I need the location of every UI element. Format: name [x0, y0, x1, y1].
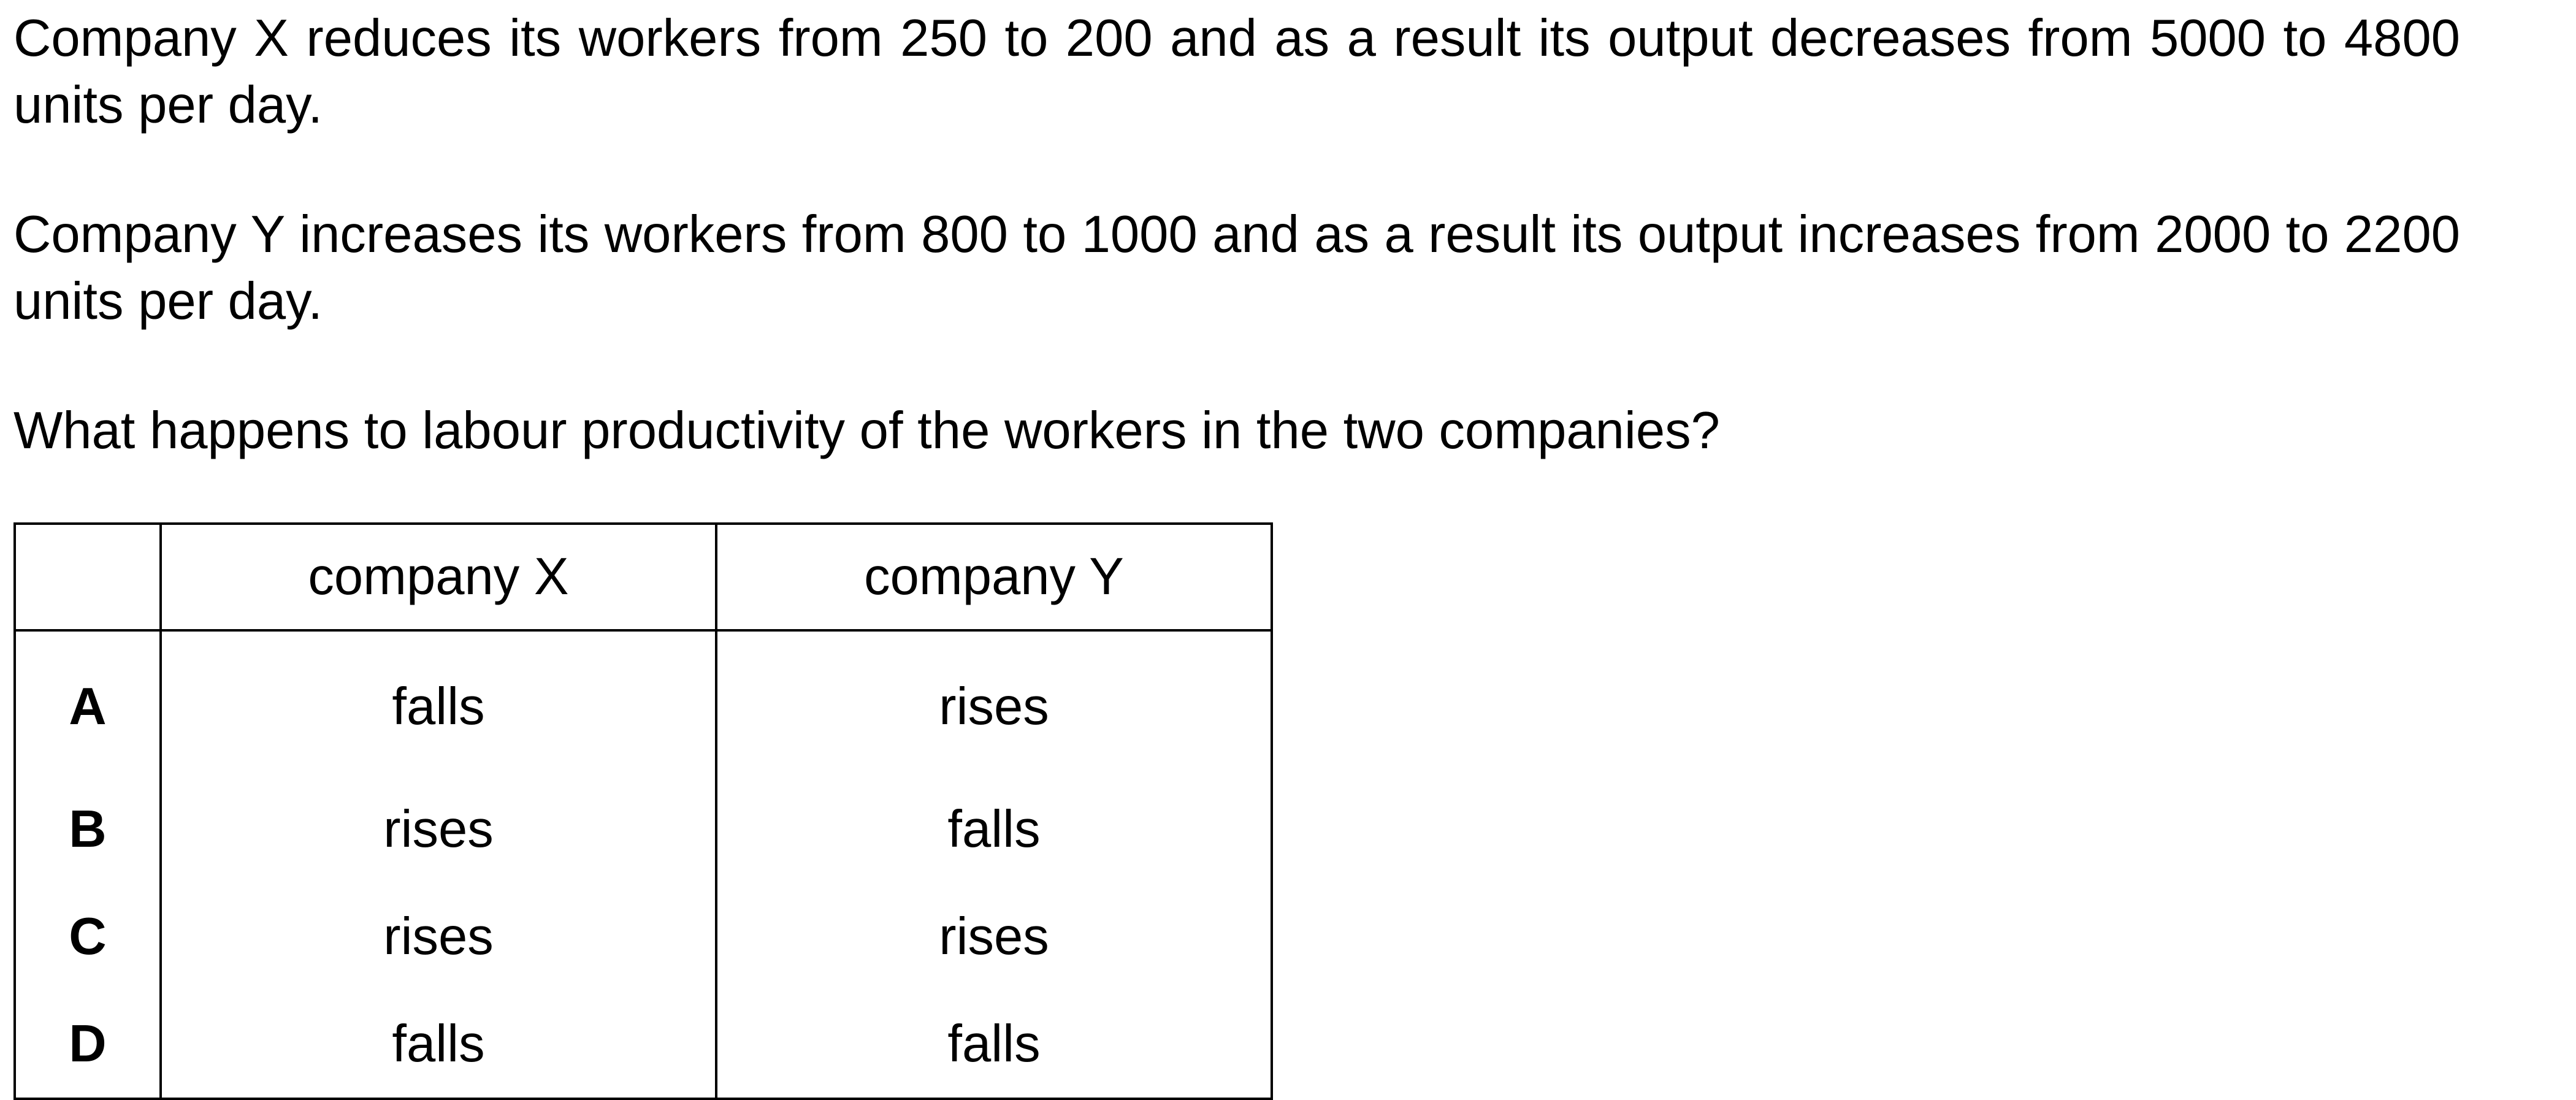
option-row-b — [15, 776, 1272, 883]
question-paragraph-company-x: Company X reduces its workers from 250 to 200 and as a result its output decreases from 5000 to 4800 units per day. — [13, 9, 2460, 134]
company-y-change: falls — [716, 990, 1272, 1099]
company-y-change: rises — [716, 883, 1272, 990]
company-y-change: rises — [716, 630, 1272, 776]
answer-options-table — [13, 522, 1273, 1100]
question-paragraph-company-y: Company Y increases its workers from 800 to 1000 and as a result its output increases from 2000 to 2200 units per day. — [13, 205, 2460, 330]
option-row-c — [15, 883, 1272, 990]
header-company-x: company X — [161, 524, 716, 630]
company-x-change: rises — [161, 883, 716, 990]
question-prompt: What happens to labour productivity of the workers in the two companies? — [13, 402, 1720, 460]
option-letter: B — [15, 776, 161, 883]
option-row-d — [15, 990, 1272, 1099]
option-letter: C — [15, 883, 161, 990]
company-y-change: falls — [716, 776, 1272, 883]
table-header-row — [15, 524, 1272, 630]
company-x-change: falls — [161, 990, 716, 1099]
header-company-y: company Y — [716, 524, 1272, 630]
company-x-change: rises — [161, 776, 716, 883]
option-row-a — [15, 630, 1272, 776]
company-x-change: falls — [161, 630, 716, 776]
option-letter: A — [15, 630, 161, 776]
header-blank-cell — [15, 524, 161, 630]
option-letter: D — [15, 990, 161, 1099]
